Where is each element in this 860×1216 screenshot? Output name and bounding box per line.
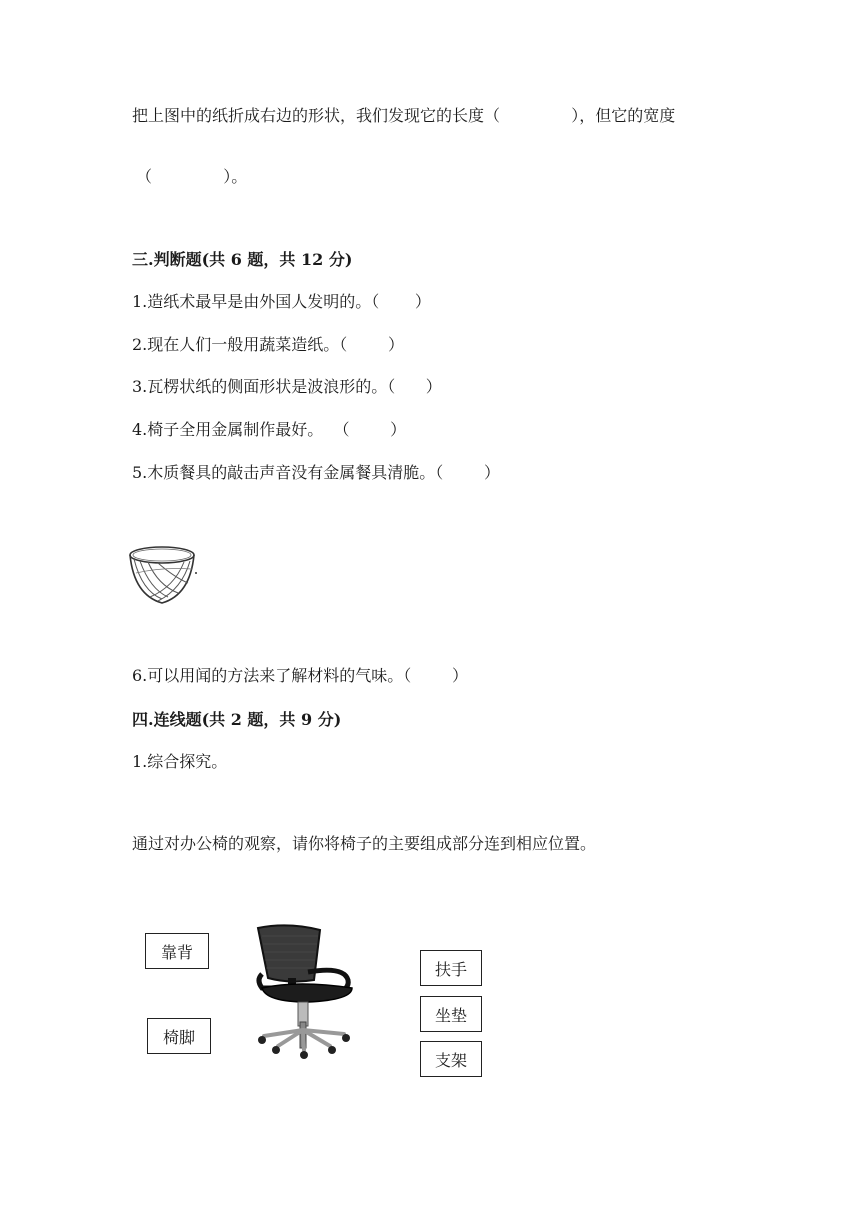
label-frame: 支架 bbox=[420, 1041, 482, 1077]
question-3-1: 1.造纸术最早是由外国人发明的。（ ） bbox=[132, 292, 431, 311]
question-3-5: 5.木质餐具的敲击声音没有金属餐具清脆。（ ） bbox=[132, 463, 500, 482]
fill-blank-line-1: 把上图中的纸折成右边的形状，我们发现它的长度（ ），但它的宽度 bbox=[132, 106, 676, 125]
question-3-3: 3.瓦楞状纸的侧面形状是波浪形的。（ ） bbox=[132, 377, 442, 396]
question-4-1: 1.综合探究。 bbox=[132, 752, 228, 771]
label-backrest: 靠背 bbox=[145, 933, 209, 969]
section-3-heading: 三.判断题(共 6 题，共 12 分) bbox=[132, 250, 353, 269]
office-chair-image bbox=[248, 922, 360, 1062]
section-4-heading: 四.连线题(共 2 题，共 9 分) bbox=[132, 710, 342, 729]
instruction-text: 通过对办公椅的观察，请你将椅子的主要组成部分连到相应位置。 bbox=[132, 834, 597, 853]
fill-blank-line-2: （ ）。 bbox=[136, 167, 248, 186]
question-3-4: 4.椅子全用金属制作最好。 （ ） bbox=[132, 420, 407, 439]
wire-bowl-image bbox=[128, 543, 200, 609]
label-legs: 椅脚 bbox=[147, 1018, 211, 1054]
label-seat: 坐垫 bbox=[420, 996, 482, 1032]
question-3-2: 2.现在人们一般用蔬菜造纸。（ ） bbox=[132, 335, 404, 354]
label-armrest: 扶手 bbox=[420, 950, 482, 986]
question-3-6: 6.可以用闻的方法来了解材料的气味。（ ） bbox=[132, 666, 468, 685]
